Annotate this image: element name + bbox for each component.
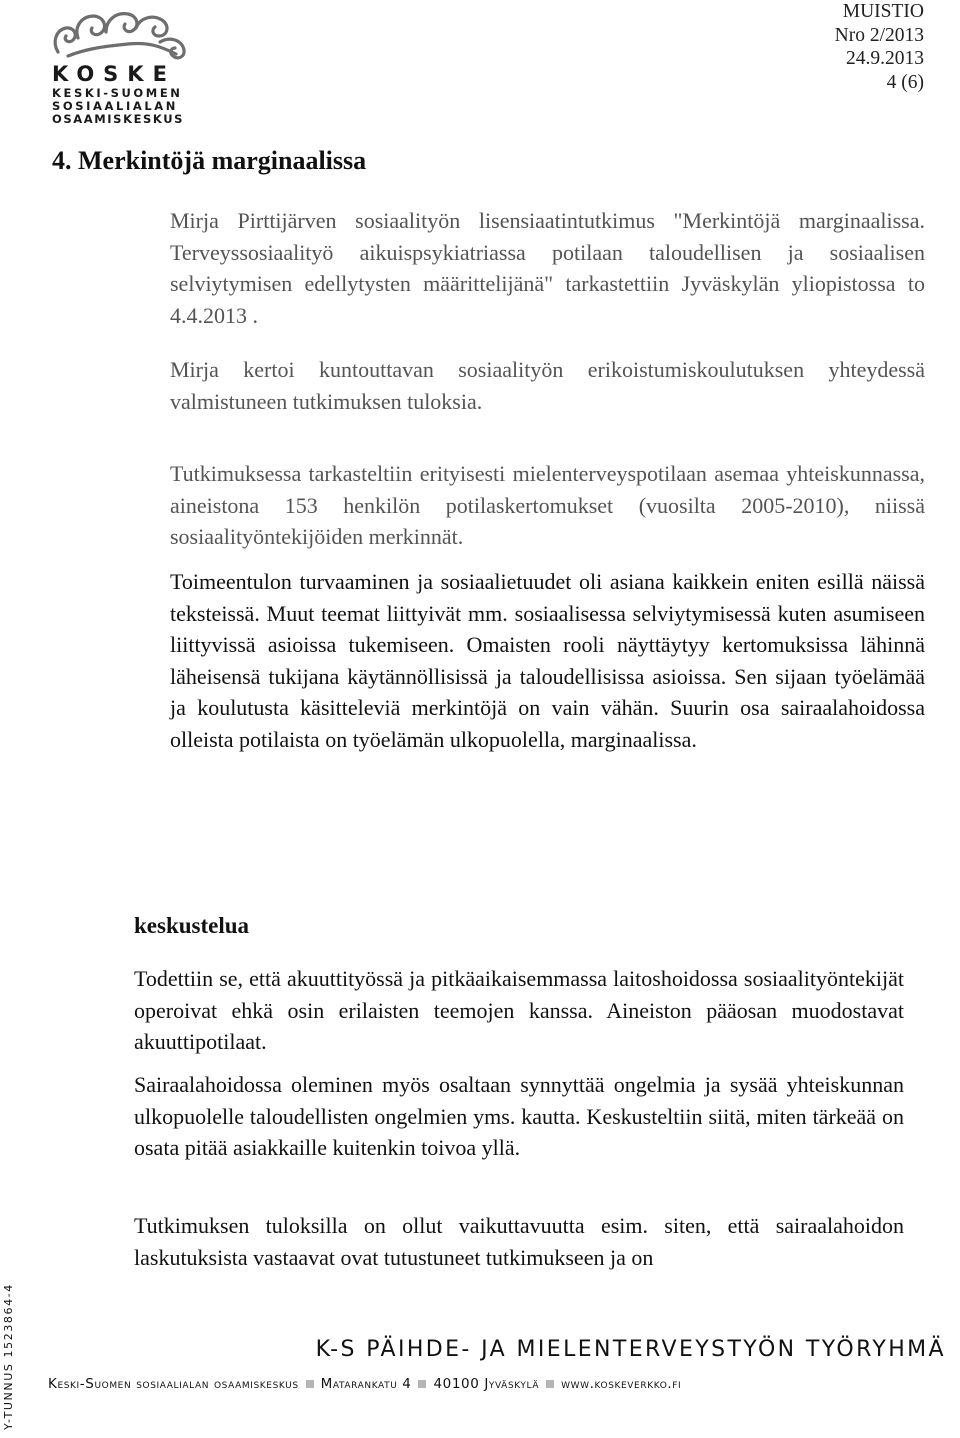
footer-org: Keski-Suomen sosiaalialan osaamiskeskus <box>48 1376 299 1392</box>
document-meta <box>835 0 924 94</box>
logo-line-1: KESKI-SUOMEN <box>52 86 183 100</box>
footer-web: www.koskeverkko.fi <box>561 1376 682 1392</box>
business-id: Y-TUNNUS 1523864-4 <box>2 1283 15 1430</box>
section-heading: 4. Merkintöjä marginaalissa <box>52 146 367 175</box>
discussion-paragraph-1: Todettiin se, että akuuttityössä ja pitkäaikaisemmassa laitoshoidossa sosiaalityöntekijät operoivat ehkä osin erilaisten teemojen kanssa. Aineiston pääosan muodostavat akuuttipotilaat. <box>134 966 904 1054</box>
footer-title: K-S PÄIHDE- JA MIELENTERVEYSTYÖN TYÖRYHMÄ <box>315 1337 946 1362</box>
footer-separator <box>418 1380 426 1388</box>
logo-line-2: SOSIAALIALAN <box>52 99 178 113</box>
page-number: 4 (6) <box>886 71 924 93</box>
discussion-heading: keskustelua <box>134 913 250 938</box>
logo <box>48 8 198 126</box>
logo-line-3: OSAAMISKESKUS <box>52 112 185 126</box>
document-number: Nro 2/2013 <box>834 24 924 46</box>
document-date: 24.9.2013 <box>846 48 924 69</box>
discussion-paragraph-2: Sairaalahoidossa oleminen myös osaltaan synnyttää ongelmia ja sysää yhteiskunnan ulkopuolelle taloudellisten ongelmien yms. kautta. Keskusteltiin siitä, miten tärkeää on osata pitää asiakkaille kuitenkin toivoa yllä. <box>134 1072 904 1160</box>
footer-address: Matarankatu 4 <box>320 1376 412 1392</box>
footer-separator <box>546 1380 554 1388</box>
footer-city: 40100 Jyväskylä <box>433 1376 540 1392</box>
section-paragraph-2: Mirja kertoi kuntouttavan sosiaalityön erikoistumiskoulutuksen yhteydessä valmistuneen tutkimuksen tuloksia. <box>170 357 925 414</box>
document-type: MUISTIO <box>842 1 924 22</box>
discussion-paragraph-3: Tutkimuksen tuloksilla on ollut vaikuttavuutta esim. siten, että sairaalahoidon laskutuksista vastaavat ovat tutustuneet tutkimukseen ja on <box>134 1213 904 1270</box>
section-paragraph-4: Toimeentulon turvaaminen ja sosiaalietuudet oli asiana kaikkein eniten esillä näissä teksteissä. Muut teemat liittyivät mm. sosiaalisessa selviytymisessä kuten asumiseen liittyvissä asioissa tukemiseen. Omaisten rooli näyttäytyy kertomuksissa lähinnä läheisensä tukijana käytännöllisissä ja taloudellisissa asioissa. Sen sijaan työelämää ja koulutusta käsitteleviä merkintöjä on vain vähän. Suurin osa sairaalahoidossa olleista potilaista on työelämän ulkopuolella, marginaalissa. <box>170 569 925 752</box>
footer-contact-line <box>48 1376 681 1392</box>
section-paragraph-3: Tutkimuksessa tarkasteltiin erityisesti mielenterveyspotilaan asemaa yhteiskunnassa, aineistona 153 henkilön potilaskertomukset (vuosilta 2005-2010), niissä sosiaalityöntekijöiden merkinnät. <box>170 461 925 549</box>
koske-spiral-emblem-icon <box>48 8 198 62</box>
logo-name: KOSKE <box>52 62 176 86</box>
section-paragraph-1: Mirja Pirttijärven sosiaalityön lisensiaatintutkimus "Merkintöjä marginaalissa. Terveyssosiaalityö aikuispsykiatriassa potilaan taloudellisen ja sosiaalisen selviytymisen edellytysten määrittelijänä" tarkastettiin Jyväskylän yliopistossa to 4.4.2013 . <box>170 208 925 328</box>
footer-separator <box>306 1380 314 1388</box>
